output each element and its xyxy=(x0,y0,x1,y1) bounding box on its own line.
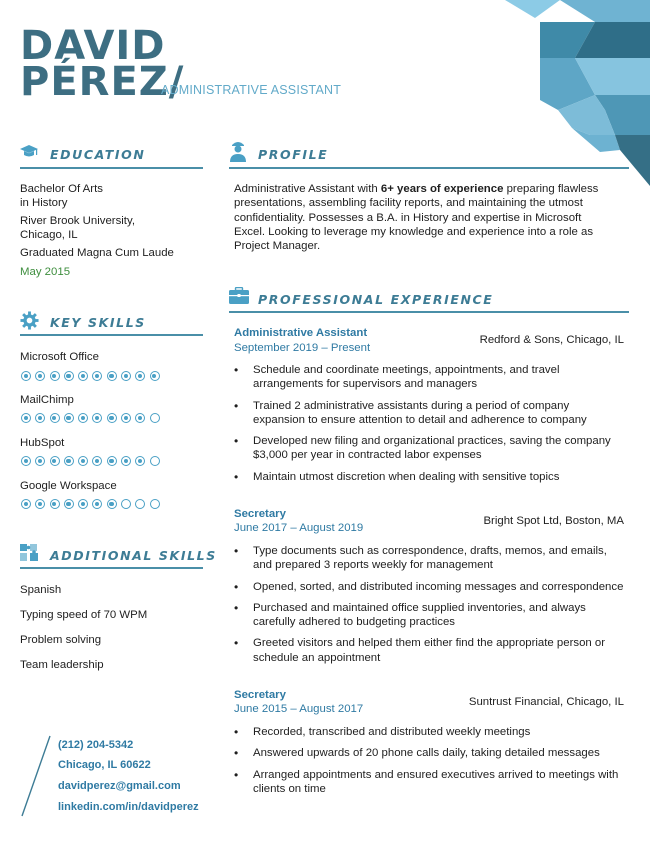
last-name: PÉREZ/ xyxy=(20,59,185,105)
experience-heading: PROFESSIONAL EXPERIENCE xyxy=(258,292,494,307)
additional-skill-item: Team leadership xyxy=(20,659,104,671)
skill-dot-filled xyxy=(21,499,31,509)
skill-dot-filled xyxy=(50,413,60,423)
job-organization: Redford & Sons, Chicago, IL xyxy=(479,334,624,346)
education-school-line2: Chicago, IL xyxy=(20,229,78,241)
skill-dot-filled xyxy=(50,371,60,381)
profile-summary xyxy=(234,182,614,253)
education-school-line1: River Brook University, xyxy=(20,215,135,227)
education-heading: EDUCATION xyxy=(50,147,146,162)
job-title: Administrative Assistant xyxy=(234,327,368,339)
skill-dot-filled xyxy=(107,413,117,423)
skill-dot-filled xyxy=(64,371,74,381)
skill-dot-filled xyxy=(50,499,60,509)
job-bullet: • Type documents such as correspondence, drafts, memos, and emails, and prepared 3 reports weekly for management xyxy=(234,544,624,573)
job-bullet: • Schedule and coordinate meetings, appointments, and travel arrangements for supervisors and managers xyxy=(234,363,619,392)
skill-dot-filled xyxy=(135,371,145,381)
skill-dot-filled xyxy=(92,413,102,423)
profile-highlight: 6+ years of experience xyxy=(380,183,504,195)
skill-dot-filled xyxy=(150,371,160,381)
additional-skill-item: Spanish xyxy=(20,584,62,596)
skill-dot-filled xyxy=(78,371,88,381)
education-degree-line2: in History xyxy=(20,197,68,209)
contact-linkedin[interactable]: linkedin.com/in/davidperez xyxy=(58,801,199,813)
skill-rating xyxy=(21,371,160,381)
skill-name: MailChimp xyxy=(20,394,74,406)
key-skills-divider xyxy=(20,334,203,336)
skill-rating xyxy=(21,499,160,509)
profile-heading: PROFILE xyxy=(258,147,329,162)
job-title: Secretary xyxy=(234,508,286,520)
profile-text-end: preparing flawless presentations, assembling facility reports, and maintaining the utmost confidentiality. Possesses a B.A. in History and expertise in Microsoft Excel. Looking to leverage my knowledge and experience into a role as Project Manager. xyxy=(234,183,599,253)
skill-dot-empty xyxy=(135,499,145,509)
education-date: May 2015 xyxy=(20,266,71,278)
job-dates: June 2015 – August 2017 xyxy=(234,703,364,715)
briefcase-icon xyxy=(229,287,249,304)
contact-slash-line xyxy=(20,735,52,817)
skill-dot-filled xyxy=(35,371,45,381)
skill-dot-filled xyxy=(50,456,60,466)
job-bullets xyxy=(234,725,619,803)
job-bullet: • Recorded, transcribed and distributed weekly meetings xyxy=(234,725,619,739)
puzzle-icon xyxy=(20,542,38,562)
education-honors: Graduated Magna Cum Laude xyxy=(20,247,174,259)
skill-dot-filled xyxy=(92,499,102,509)
additional-skill-item: Problem solving xyxy=(20,634,102,646)
skill-dot-filled xyxy=(64,413,74,423)
decorative-hexagon-graphic xyxy=(500,0,650,186)
job-organization: Suntrust Financial, Chicago, IL xyxy=(468,696,624,708)
job-bullet: • Answered upwards of 20 phone calls daily, taking detailed messages xyxy=(234,746,619,760)
job-title: ADMINISTRATIVE ASSISTANT xyxy=(161,83,342,97)
skill-dot-empty xyxy=(121,499,131,509)
job-bullets xyxy=(234,544,624,672)
experience-divider xyxy=(229,311,629,313)
skill-dot-filled xyxy=(121,413,131,423)
job-title: Secretary xyxy=(234,689,286,701)
skill-name: HubSpot xyxy=(20,437,65,449)
contact-phone: (212) 204-5342 xyxy=(58,739,134,751)
job-bullet: • Purchased and maintained office supplied inventories, and always carefully adhered to budgeting practices xyxy=(234,601,624,630)
skill-dot-filled xyxy=(107,371,117,381)
skill-dot-filled xyxy=(21,456,31,466)
skill-dot-filled xyxy=(107,499,117,509)
skill-dot-filled xyxy=(121,371,131,381)
skill-rating xyxy=(21,456,160,466)
skill-dot-filled xyxy=(121,456,131,466)
skill-dot-filled xyxy=(64,499,74,509)
skill-dot-filled xyxy=(78,456,88,466)
skill-dot-empty xyxy=(150,456,160,466)
first-name: DAVID xyxy=(20,23,166,69)
job-bullet: • Trained 2 administrative assistants during a period of company expansion to ensure attention to detail and adherence to company xyxy=(234,399,619,428)
gear-icon xyxy=(20,311,39,330)
skill-dot-filled xyxy=(21,413,31,423)
skill-name: Google Workspace xyxy=(20,480,117,492)
job-bullet: • Opened, sorted, and distributed incoming messages and correspondence xyxy=(234,580,624,594)
skill-dot-empty xyxy=(150,499,160,509)
profile-text-start: Administrative Assistant with xyxy=(234,183,381,195)
job-bullet: • Developed new filing and organizational practices, saving the company $3,000 per year in contracted labor expenses xyxy=(234,434,619,463)
additional-skill-item: Typing speed of 70 WPM xyxy=(20,609,148,621)
skill-dot-filled xyxy=(107,456,117,466)
skill-dot-filled xyxy=(135,413,145,423)
contact-location: Chicago, IL 60622 xyxy=(58,759,151,771)
skill-name: Microsoft Office xyxy=(20,351,99,363)
education-degree-line1: Bachelor Of Arts xyxy=(20,183,103,195)
job-dates: September 2019 – Present xyxy=(234,342,371,354)
skill-dot-empty xyxy=(150,413,160,423)
additional-skills-divider xyxy=(20,567,203,569)
job-bullet: • Greeted visitors and helped them either find the appropriate person or schedule an appointment xyxy=(234,636,624,665)
skill-dot-filled xyxy=(35,456,45,466)
contact-email[interactable]: davidperez@gmail.com xyxy=(58,780,181,792)
skill-dot-filled xyxy=(35,413,45,423)
skill-dot-filled xyxy=(64,456,74,466)
profile-divider xyxy=(229,167,629,169)
key-skills-heading: KEY SKILLS xyxy=(50,315,146,330)
skill-dot-filled xyxy=(78,499,88,509)
skill-dot-filled xyxy=(92,456,102,466)
person-icon xyxy=(229,140,247,162)
additional-skills-heading: ADDITIONAL SKILLS xyxy=(50,548,217,563)
skill-rating xyxy=(21,413,160,423)
skill-dot-filled xyxy=(92,371,102,381)
skill-dot-filled xyxy=(35,499,45,509)
job-dates: June 2017 – August 2019 xyxy=(234,522,364,534)
education-divider xyxy=(20,167,203,169)
skill-dot-filled xyxy=(78,413,88,423)
skill-dot-filled xyxy=(21,371,31,381)
graduation-cap-icon xyxy=(20,144,38,160)
job-bullets xyxy=(234,363,619,491)
skill-dot-filled xyxy=(135,456,145,466)
job-bullet: • Maintain utmost discretion when dealing with sensitive topics xyxy=(234,470,619,484)
job-bullet: • Arranged appointments and ensured executives arrived to meetings with clients on time xyxy=(234,768,619,797)
job-organization: Bright Spot Ltd, Boston, MA xyxy=(483,515,624,527)
